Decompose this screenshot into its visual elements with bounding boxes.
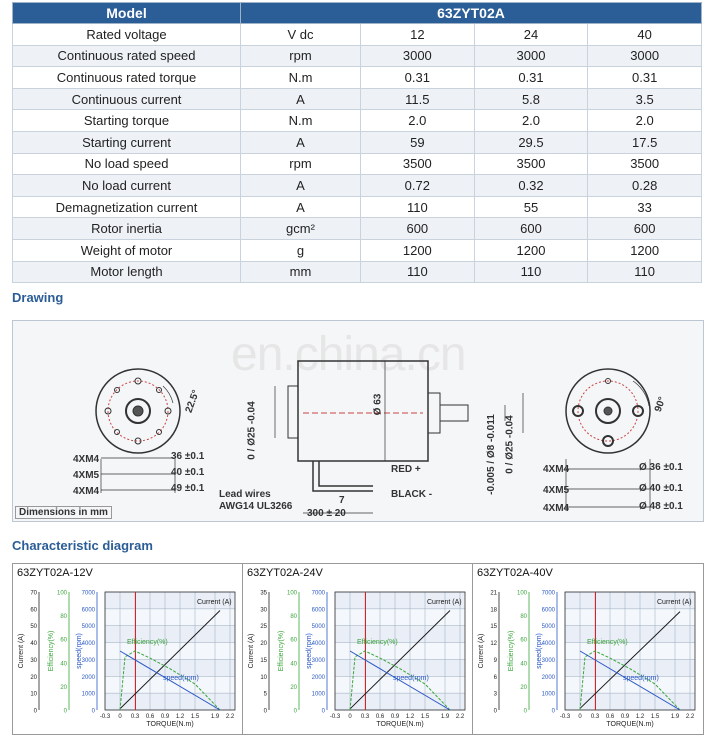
y-tick-label: 0 <box>293 708 297 715</box>
x-tick-label: 0.9 <box>390 714 400 720</box>
lead-wire-2 <box>319 461 373 486</box>
y-tick-label: 20 <box>30 674 37 681</box>
spec-cell-v24: 0.32 <box>474 175 588 197</box>
x-tick-label: 2.2 <box>225 714 235 720</box>
y-tick-label: 60 <box>290 637 297 644</box>
x-tick-label: 0 <box>578 714 582 720</box>
plot-band <box>105 643 235 660</box>
right-shaft <box>604 407 612 415</box>
spec-cell-v24: 2.0 <box>474 110 588 132</box>
x-tick-label: -0.3 <box>559 714 571 720</box>
y-tick-label: 5 <box>263 691 267 698</box>
left-end-view <box>96 369 180 493</box>
plot-band <box>335 643 465 660</box>
spec-cell-v12: 12 <box>361 24 475 46</box>
spec-cell-v12: 110 <box>361 196 475 218</box>
spec-cell-v24: 3500 <box>474 153 588 175</box>
lead-short-label: 7 <box>339 495 345 506</box>
left-dim-label-3: 49 ±0.1 <box>171 483 205 494</box>
right-screw-3: 4XM4 <box>543 503 570 514</box>
right-terminal-3 <box>603 436 613 446</box>
y-tick-label: 0 <box>33 708 37 715</box>
spec-cell-param: Continuous rated torque <box>13 67 241 89</box>
lead-length-label: 300 ± 20 <box>307 508 346 519</box>
y-tick-label: 4000 <box>311 641 325 648</box>
x-tick-label: 0 <box>348 714 352 720</box>
output-shaft <box>440 405 468 421</box>
left-shaft <box>133 406 143 416</box>
spec-cell-unit: A <box>241 131 361 153</box>
y-tick-label: 6000 <box>81 607 95 614</box>
spec-cell-v24: 600 <box>474 218 588 240</box>
spec-cell-v24: 24 <box>474 24 588 46</box>
y-axis-label: Efficiency(%) <box>48 630 55 672</box>
header-model-name: 63ZYT02A <box>241 3 702 24</box>
y-tick-label: 25 <box>260 624 267 631</box>
spec-cell-v24: 110 <box>474 261 588 283</box>
chart-title-12v: 63ZYT02A-12V <box>17 567 93 579</box>
spec-cell-param: Rated voltage <box>13 24 241 46</box>
left-dim-label-2: 40 ±0.1 <box>171 467 205 478</box>
y-tick-label: 10 <box>30 691 37 698</box>
spec-cell-unit: A <box>241 196 361 218</box>
spec-cell-v12: 600 <box>361 218 475 240</box>
y-tick-label: 40 <box>290 661 297 668</box>
right-screw-2: 4XM5 <box>543 485 570 496</box>
spec-cell-v12: 0.72 <box>361 175 475 197</box>
y-tick-label: 6000 <box>311 607 325 614</box>
x-tick-label: 1.2 <box>405 714 415 720</box>
spec-header-row <box>13 3 702 24</box>
left-screw-3: 4XM4 <box>73 486 100 497</box>
plot-band <box>335 609 465 626</box>
y-tick-label: 15 <box>260 657 267 664</box>
y-tick-label: 7000 <box>311 590 325 597</box>
y-tick-label: 0 <box>493 708 497 715</box>
plot-band <box>105 659 235 676</box>
chart-title-24v: 63ZYT02A-24V <box>247 567 323 579</box>
shaft-dia-label: -0.005 / Ø8 -0.011 <box>485 414 497 495</box>
y-tick-label: 0 <box>63 708 67 715</box>
spec-cell-v24: 55 <box>474 196 588 218</box>
rear-boss <box>288 386 298 438</box>
series-label-current: Current (A) <box>427 599 462 606</box>
spec-cell-param: Continuous rated speed <box>13 45 241 67</box>
y-axis-label: Efficiency(%) <box>278 630 285 672</box>
series-label-efficiency: Efficiency(%) <box>357 639 398 646</box>
spec-cell-v40: 2.0 <box>588 110 702 132</box>
x-axis-label: TORQUE(N.m) <box>376 721 424 728</box>
y-tick-label: 0 <box>321 708 325 715</box>
y-tick-label: 50 <box>30 624 37 631</box>
y-tick-label: 20 <box>290 684 297 691</box>
chart-12v <box>13 564 243 734</box>
chart-panel-40v <box>472 563 704 735</box>
units-note: Dimensions in mm <box>15 506 112 519</box>
y-tick-label: 60 <box>30 607 37 614</box>
y-tick-label: 1000 <box>81 691 95 698</box>
y-tick-label: 3000 <box>311 657 325 664</box>
y-tick-label: 9 <box>493 657 497 664</box>
spec-cell-v24: 29.5 <box>474 131 588 153</box>
y-tick-label: 6000 <box>541 607 555 614</box>
y-tick-label: 1000 <box>541 691 555 698</box>
spec-cell-v24: 3000 <box>474 45 588 67</box>
x-tick-label: -0.3 <box>329 714 341 720</box>
plot-band <box>105 626 235 643</box>
left-screw-1: 4XM4 <box>73 454 100 465</box>
y-tick-label: 5000 <box>311 624 325 631</box>
x-tick-label: 1.5 <box>650 714 660 720</box>
spec-row <box>13 131 702 153</box>
y-tick-label: 15 <box>490 624 497 631</box>
spec-cell-param: Demagnetization current <box>13 196 241 218</box>
spec-cell-unit: g <box>241 239 361 261</box>
y-tick-label: 21 <box>490 590 497 597</box>
spec-cell-param: No load current <box>13 175 241 197</box>
right-screw-1: 4XM4 <box>543 464 570 475</box>
left-dim-label-1: 36 ±0.1 <box>171 451 205 462</box>
y-tick-label: 20 <box>520 684 527 691</box>
watermark: en.china.cn <box>231 328 466 381</box>
y-tick-label: 70 <box>30 590 37 597</box>
y-tick-label: 30 <box>30 657 37 664</box>
spec-cell-unit: A <box>241 88 361 110</box>
x-tick-label: 0.3 <box>360 714 370 720</box>
spec-cell-unit: gcm² <box>241 218 361 240</box>
motor-body <box>298 361 428 461</box>
spec-cell-unit: mm <box>241 261 361 283</box>
y-tick-label: 10 <box>260 674 267 681</box>
spec-cell-v12: 0.31 <box>361 67 475 89</box>
y-tick-label: 5000 <box>81 624 95 631</box>
spec-table <box>12 2 702 283</box>
left-hole-7 <box>115 430 120 435</box>
spec-cell-v40: 0.28 <box>588 175 702 197</box>
x-tick-label: 2.2 <box>685 714 695 720</box>
y-tick-label: 0 <box>551 708 555 715</box>
y-axis-label: speed(rpm) <box>536 633 543 669</box>
spec-cell-unit: V dc <box>241 24 361 46</box>
x-axis-label: TORQUE(N.m) <box>146 721 194 728</box>
y-tick-label: 3000 <box>81 657 95 664</box>
chart-panel-12v <box>12 563 244 735</box>
x-tick-label: 1.5 <box>190 714 200 720</box>
spec-cell-v40: 3.5 <box>588 88 702 110</box>
series-label-current: Current (A) <box>197 599 232 606</box>
spec-cell-param: Weight of motor <box>13 239 241 261</box>
y-tick-label: 0 <box>263 708 267 715</box>
drawing-panel <box>12 320 704 522</box>
plot-band <box>565 643 695 660</box>
spec-row <box>13 239 702 261</box>
y-tick-label: 100 <box>286 590 297 597</box>
y-tick-label: 7000 <box>541 590 555 597</box>
series-label-speed: speed(rpm) <box>163 675 199 682</box>
red-lead-label: RED + <box>391 464 421 475</box>
x-tick-label: 2.2 <box>455 714 465 720</box>
rear-dia-label: 0 / Ø25 -0.04 <box>246 401 258 460</box>
y-axis-label: speed(rpm) <box>306 633 313 669</box>
pilot-dia-label: 0 / Ø25 -0.04 <box>504 415 516 474</box>
x-tick-label: 0.3 <box>590 714 600 720</box>
x-tick-label: 1.2 <box>635 714 645 720</box>
x-tick-label: 1.9 <box>670 714 680 720</box>
x-tick-label: 1.2 <box>175 714 185 720</box>
spec-cell-v24: 0.31 <box>474 67 588 89</box>
drawing-svg <box>13 321 703 521</box>
spec-row <box>13 24 702 46</box>
y-axis-label: Current (A) <box>478 633 485 669</box>
spec-cell-v12: 3000 <box>361 45 475 67</box>
spec-cell-v40: 17.5 <box>588 131 702 153</box>
y-tick-label: 3000 <box>541 657 555 664</box>
y-axis-label: Current (A) <box>248 633 255 669</box>
y-tick-label: 60 <box>60 637 67 644</box>
black-lead-label: BLACK - <box>391 489 433 500</box>
plot-band <box>335 626 465 643</box>
y-axis-label: speed(rpm) <box>76 633 83 669</box>
y-tick-label: 40 <box>30 641 37 648</box>
chart-panel-24v <box>242 563 474 735</box>
y-axis-label: Efficiency(%) <box>508 630 515 672</box>
y-axis-label: Current (A) <box>18 633 25 669</box>
x-tick-label: 1.5 <box>420 714 430 720</box>
y-tick-label: 18 <box>490 607 497 614</box>
spec-row <box>13 88 702 110</box>
spec-cell-unit: A <box>241 175 361 197</box>
x-tick-label: -0.3 <box>99 714 111 720</box>
right-dim-label-1: Ø 36 ±0.1 <box>639 462 683 473</box>
spec-cell-v40: 1200 <box>588 239 702 261</box>
x-tick-label: 0.9 <box>620 714 630 720</box>
x-tick-label: 0.6 <box>145 714 155 720</box>
spec-cell-v24: 5.8 <box>474 88 588 110</box>
chart-40v <box>473 564 703 734</box>
spec-cell-v40: 3000 <box>588 45 702 67</box>
y-tick-label: 5000 <box>541 624 555 631</box>
y-tick-label: 2000 <box>81 674 95 681</box>
spec-row <box>13 175 702 197</box>
spec-cell-v12: 11.5 <box>361 88 475 110</box>
y-tick-label: 20 <box>60 684 67 691</box>
x-tick-label: 0.6 <box>375 714 385 720</box>
chart-title-40v: 63ZYT02A-40V <box>477 567 553 579</box>
y-tick-label: 12 <box>490 641 497 648</box>
spec-cell-param: Starting torque <box>13 110 241 132</box>
y-tick-label: 40 <box>60 661 67 668</box>
spec-cell-v12: 2.0 <box>361 110 475 132</box>
right-end-view <box>566 369 650 511</box>
y-tick-label: 40 <box>520 661 527 668</box>
left-angle-arc <box>163 386 173 403</box>
series-label-speed: speed(rpm) <box>393 675 429 682</box>
x-tick-label: 0 <box>118 714 122 720</box>
left-screw-2: 4XM5 <box>73 470 100 481</box>
plot-band <box>565 626 695 643</box>
y-tick-label: 1000 <box>311 691 325 698</box>
y-tick-label: 80 <box>290 614 297 621</box>
y-tick-label: 4000 <box>81 641 95 648</box>
plot-band <box>565 659 695 676</box>
spec-cell-v40: 0.31 <box>588 67 702 89</box>
front-flange <box>428 393 440 433</box>
spec-cell-param: Continuous current <box>13 88 241 110</box>
y-tick-label: 20 <box>260 641 267 648</box>
plot-band <box>105 609 235 626</box>
spec-cell-v12: 3500 <box>361 153 475 175</box>
spec-cell-unit: N.m <box>241 67 361 89</box>
drawing-title: Drawing <box>12 290 64 305</box>
y-tick-label: 60 <box>520 637 527 644</box>
awg-label: AWG14 UL3266 <box>219 501 293 512</box>
y-tick-label: 3 <box>493 691 497 698</box>
y-tick-label: 2000 <box>541 674 555 681</box>
spec-cell-unit: N.m <box>241 110 361 132</box>
spec-row <box>13 67 702 89</box>
plot-band <box>565 609 695 626</box>
y-tick-label: 100 <box>516 590 527 597</box>
y-tick-label: 0 <box>523 708 527 715</box>
chart-24v <box>243 564 473 734</box>
y-tick-label: 100 <box>56 590 67 597</box>
spec-cell-param: Starting current <box>13 131 241 153</box>
lead-wires-label: Lead wires <box>219 489 271 500</box>
series-label-speed: speed(rpm) <box>623 675 659 682</box>
header-model-label: Model <box>13 3 241 24</box>
spec-row <box>13 261 702 283</box>
x-tick-label: 1.9 <box>210 714 220 720</box>
y-tick-label: 0 <box>91 708 95 715</box>
series-label-efficiency: Efficiency(%) <box>127 639 168 646</box>
y-tick-label: 80 <box>520 614 527 621</box>
spec-cell-param: Rotor inertia <box>13 218 241 240</box>
x-tick-label: 1.9 <box>440 714 450 720</box>
right-dim-label-2: Ø 40 ±0.1 <box>639 483 683 494</box>
series-label-efficiency: Efficiency(%) <box>587 639 628 646</box>
spec-cell-v40: 600 <box>588 218 702 240</box>
characteristic-title: Characteristic diagram <box>12 538 153 553</box>
spec-row <box>13 153 702 175</box>
y-tick-label: 30 <box>260 607 267 614</box>
series-label-current: Current (A) <box>657 599 692 606</box>
spec-cell-v40: 3500 <box>588 153 702 175</box>
spec-cell-v24: 1200 <box>474 239 588 261</box>
left-angle-label: 22.5° <box>183 388 202 415</box>
spec-cell-v40: 110 <box>588 261 702 283</box>
spec-body <box>13 24 702 283</box>
spec-cell-v12: 110 <box>361 261 475 283</box>
right-angle-label: 90° <box>652 395 669 414</box>
spec-cell-param: No load speed <box>13 153 241 175</box>
spec-cell-v12: 59 <box>361 131 475 153</box>
spec-cell-param: Motor length <box>13 261 241 283</box>
spec-cell-unit: rpm <box>241 45 361 67</box>
spec-row <box>13 196 702 218</box>
x-tick-label: 0.3 <box>130 714 140 720</box>
y-tick-label: 6 <box>493 674 497 681</box>
left-hole-8 <box>157 430 162 435</box>
y-tick-label: 4000 <box>541 641 555 648</box>
body-dia-label: Ø 63 <box>372 393 384 416</box>
y-tick-label: 2000 <box>311 674 325 681</box>
x-tick-label: 0.9 <box>160 714 170 720</box>
spec-cell-unit: rpm <box>241 153 361 175</box>
x-tick-label: 0.6 <box>605 714 615 720</box>
spec-cell-v40: 40 <box>588 24 702 46</box>
spec-row <box>13 110 702 132</box>
y-tick-label: 7000 <box>81 590 95 597</box>
spec-cell-v40: 33 <box>588 196 702 218</box>
x-axis-label: TORQUE(N.m) <box>606 721 654 728</box>
y-tick-label: 80 <box>60 614 67 621</box>
y-tick-label: 35 <box>260 590 267 597</box>
spec-row <box>13 45 702 67</box>
plot-band <box>335 659 465 676</box>
right-dim-label-3: Ø 48 ±0.1 <box>639 501 683 512</box>
spec-cell-v12: 1200 <box>361 239 475 261</box>
spec-row <box>13 218 702 240</box>
